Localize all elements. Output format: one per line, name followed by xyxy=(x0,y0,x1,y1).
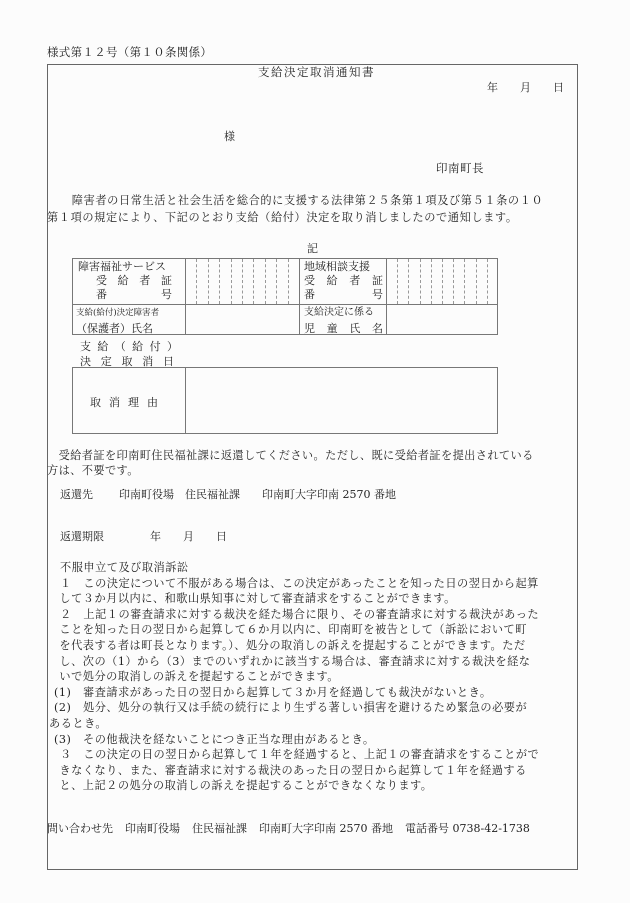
label-char: 取 xyxy=(121,355,133,368)
day-label: 日 xyxy=(553,81,564,94)
return-note xyxy=(47,448,577,478)
issuer: 印南町長 xyxy=(436,161,484,175)
label-char: 証 xyxy=(371,274,383,287)
form-number: 様式第１２号（第１０条関係） xyxy=(47,45,213,59)
label-line: （保護者）氏名 xyxy=(76,322,153,335)
item-line: 上記１の審査請求に対する裁決を経た場合に限り、その審査請求に対する裁決があった xyxy=(83,607,540,621)
cancel-date-field[interactable] xyxy=(185,337,498,367)
digit-separator xyxy=(408,259,409,304)
intro-line: 障害者の日常生活と社会生活を総合的に支援する法律第２５条第１項及び第５１条の１０ xyxy=(60,194,544,207)
item-line: この決定の日の翌日から起算して１年を経過すると、上記１の審査請求をすることがで xyxy=(83,748,540,762)
item-line: あるとき。 xyxy=(49,716,108,730)
digit-separator xyxy=(288,259,289,304)
item-line: と、上記２の処分の取消しの訴えを提起することができなくなります。 xyxy=(59,779,433,793)
recipient-suffix: 様 xyxy=(224,130,235,143)
community-cert-label xyxy=(304,260,383,302)
intro-line: 第１項の規定により、下記のとおり支給（給付）決定を取り消しましたので通知します。 xyxy=(47,211,518,224)
appeal-heading: 不服申立て及び取消訴訟 xyxy=(60,561,189,574)
month-label: 月 xyxy=(183,530,194,543)
label-line: 地域相談支援 xyxy=(304,260,370,273)
item-body xyxy=(59,576,582,607)
contact-address: 印南町大字印南 2570 番地 xyxy=(259,822,393,835)
item-body xyxy=(59,607,582,685)
item-line: して３か月以内に、和歌山県知事に対して審査請求をすることができます。 xyxy=(59,592,456,606)
return-deadline xyxy=(60,531,227,542)
return-to-label: 返還先 xyxy=(60,488,93,501)
digit-separator xyxy=(420,259,421,304)
digit-separator xyxy=(453,259,454,304)
label-char: 者 xyxy=(349,274,361,287)
issue-date xyxy=(487,82,564,93)
label-char: （ xyxy=(114,340,126,353)
service-cert-label xyxy=(78,260,182,302)
item-line: ことを知った日の翌日から起算して６か月以内に、印南町を被告として（訴訟において町 xyxy=(59,623,527,637)
return-destination xyxy=(60,489,396,500)
digit-separator xyxy=(265,259,266,304)
digit-separator xyxy=(242,259,243,304)
label-line xyxy=(80,339,178,354)
item-number: (2) xyxy=(54,701,84,715)
item-line: し、次の（1）から（3）までのいずれかに該当する場合は、審査請求に対する裁決を経な xyxy=(59,654,531,668)
digit-separator xyxy=(208,259,209,304)
contact-info xyxy=(47,823,530,834)
digit-separator xyxy=(219,259,220,304)
item-line: 審査請求があった日の翌日から起算して３か月を経過しても裁決がないとき。 xyxy=(83,685,492,699)
table-divider xyxy=(299,259,300,334)
label-char: 氏 xyxy=(349,322,361,335)
appeal-item xyxy=(54,732,582,748)
label-line xyxy=(304,288,383,302)
certificate-table xyxy=(72,258,498,335)
label-char: ） xyxy=(166,340,178,353)
return-address: 印南町大字印南 2570 番地 xyxy=(262,488,396,501)
label-char: 童 xyxy=(326,322,338,335)
contact-office: 印南町役場 xyxy=(125,822,180,835)
contact-section: 住民福祉課 xyxy=(192,822,247,835)
label-char: 決 xyxy=(80,355,91,368)
person-name-label xyxy=(76,306,182,336)
label-line xyxy=(304,274,383,288)
label-char: 児 xyxy=(304,322,315,335)
label-char: 者 xyxy=(139,274,151,287)
label-line: 支給決定に係る xyxy=(304,307,374,318)
item-line: この決定について不服がある場合は、この決定があったことを知った日の翌日から起算 xyxy=(83,576,539,590)
item-number: ２ xyxy=(60,607,84,621)
item-line: その他裁決を経ないことにつき正当な理由があるとき。 xyxy=(83,732,375,746)
reason-field[interactable] xyxy=(186,368,497,433)
label-char: 付 xyxy=(149,340,161,353)
label-char: 名 xyxy=(371,322,383,335)
label-line: 支給(給付)決定障害者 xyxy=(76,308,160,318)
item-number: (3) xyxy=(54,732,84,746)
year-label: 年 xyxy=(150,530,161,543)
digit-separator xyxy=(464,259,465,304)
item-number: ３ xyxy=(60,748,84,762)
contact-phone: 電話番号 0738-42-1738 xyxy=(405,822,530,835)
digit-separator xyxy=(231,259,232,304)
label-char: 支 xyxy=(80,340,91,353)
label-char: 消 xyxy=(142,355,154,368)
reason-label: 取消理由 xyxy=(90,396,166,409)
label-char: 定 xyxy=(100,355,112,368)
item-line: きなくなり、また、審査請求に対する裁決のあった日の翌日から起算して１年を経過する xyxy=(59,763,527,777)
cancel-date-label xyxy=(80,339,178,369)
return-section: 住民福祉課 xyxy=(185,488,240,501)
ki-heading: 記 xyxy=(307,242,318,255)
note-line: 受給者証を印南町住民福祉課に返還してください。ただし、既に受給者証を提出されている xyxy=(47,449,534,462)
label-char: 給 xyxy=(132,340,144,353)
item-line: 処分、処分の執行又は手続の続行により生ずる著しい損害を避けるため緊急の必要が xyxy=(83,701,528,715)
reason-box xyxy=(72,367,498,434)
item-number: １ xyxy=(60,576,84,590)
digit-separator xyxy=(397,259,398,304)
appeal-item xyxy=(49,700,582,731)
item-line: いで処分の取消しの訴えを提起することができます。 xyxy=(59,670,339,684)
label-char: 給 xyxy=(97,340,109,353)
document-title: 支給決定取消通知書 xyxy=(258,65,375,79)
return-office: 印南町役場 xyxy=(119,488,174,501)
label-char: 号 xyxy=(161,288,172,301)
item-body xyxy=(49,700,582,731)
appeal-item xyxy=(54,685,582,701)
label-line xyxy=(304,322,383,336)
appeal-section xyxy=(49,560,582,794)
note-line: 方は、不要です。 xyxy=(47,464,139,477)
digit-separator xyxy=(442,259,443,304)
label-char: 番 xyxy=(96,288,107,301)
child-name-label xyxy=(304,306,383,336)
day-label: 日 xyxy=(216,530,227,543)
digit-separator xyxy=(487,259,488,304)
digit-separator xyxy=(476,259,477,304)
label-char: 日 xyxy=(163,355,174,368)
label-line xyxy=(78,288,182,302)
appeal-item xyxy=(60,576,582,607)
label-line: 障害福祉サービス xyxy=(78,260,166,273)
label-char: 給 xyxy=(326,274,338,287)
appeal-item xyxy=(60,747,582,794)
item-body xyxy=(83,732,582,748)
digit-separator xyxy=(196,259,197,304)
contact-label: 問い合わせ先 xyxy=(47,822,113,835)
appeal-item xyxy=(60,607,582,685)
label-char: 受 xyxy=(304,274,315,287)
label-char: 受 xyxy=(96,274,107,287)
label-line xyxy=(78,274,182,288)
return-by-label: 返還期限 xyxy=(60,530,104,543)
year-label: 年 xyxy=(487,81,498,94)
item-body xyxy=(59,747,582,794)
label-char: 番 xyxy=(304,288,315,301)
digit-separator xyxy=(253,259,254,304)
label-char: 証 xyxy=(160,274,172,287)
item-line: を代表する者は町長となります。）、処分の取消しの訴えを提起することができます。ただ xyxy=(59,638,526,652)
digit-separator xyxy=(276,259,277,304)
item-body xyxy=(83,685,582,701)
label-char: 給 xyxy=(117,274,129,287)
person-name-field[interactable] xyxy=(186,305,298,335)
child-name-field[interactable] xyxy=(387,305,497,335)
item-number: (1) xyxy=(54,685,84,699)
intro-paragraph xyxy=(47,192,580,226)
label-char: 号 xyxy=(372,288,383,301)
digit-separator xyxy=(431,259,432,304)
month-label: 月 xyxy=(520,81,531,94)
